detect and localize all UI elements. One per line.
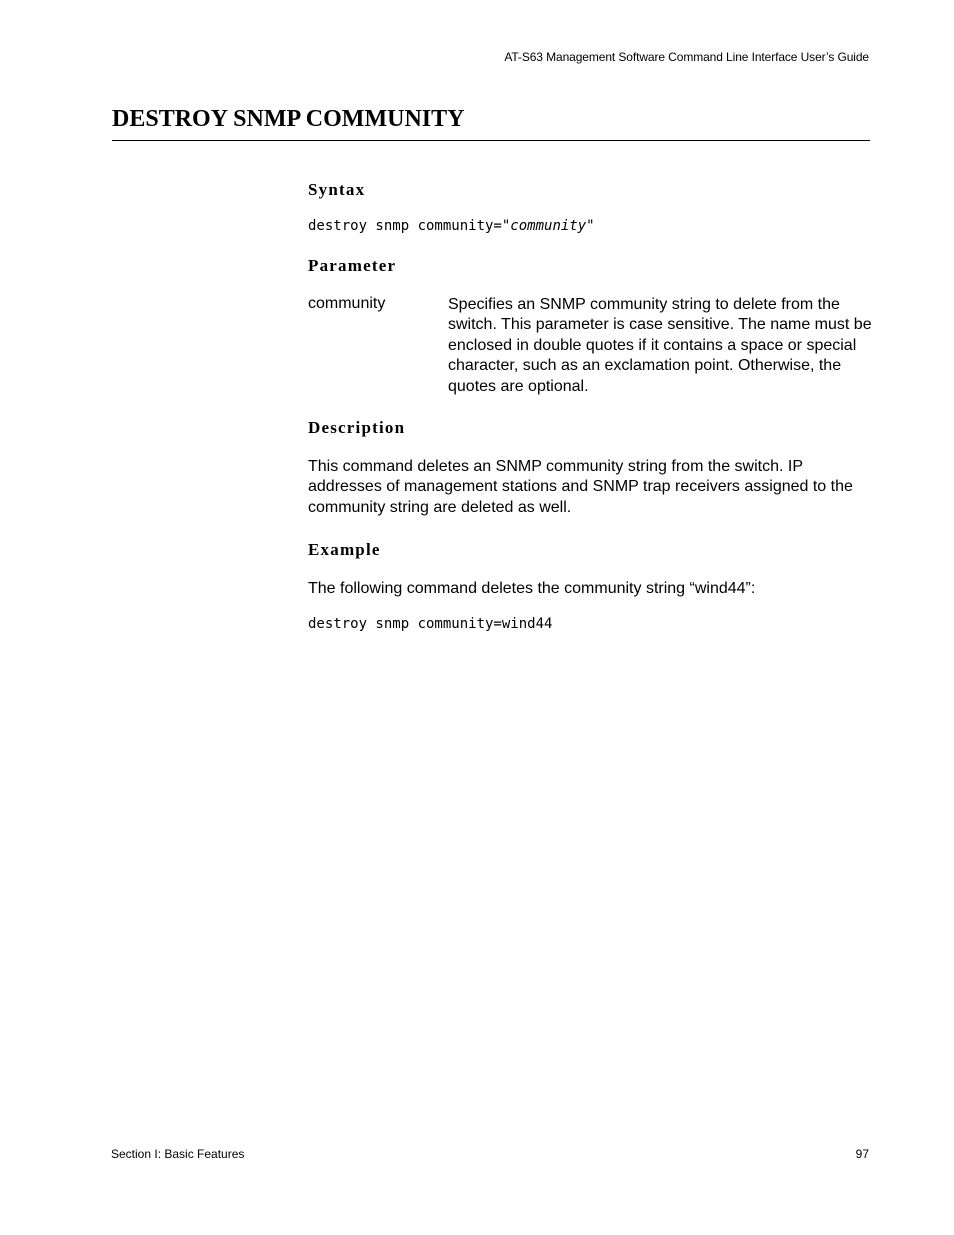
syntax-command-suffix: ": [586, 218, 595, 234]
running-header: AT-S63 Management Software Command Line Interface User’s Guide: [504, 50, 869, 64]
example-intro: The following command deletes the community string “wind44”:: [308, 580, 756, 597]
parameter-name: community: [308, 295, 386, 312]
syntax-command-prefix: destroy snmp community=": [308, 218, 511, 234]
description-text: This command deletes an SNMP community string from the switch. IP addresses of management stations and SNMP trap receivers assigned to the community string are deleted as well.: [308, 458, 853, 516]
parameter-heading: Parameter: [308, 256, 397, 275]
example-heading: Example: [308, 540, 381, 559]
syntax-command: [308, 218, 595, 234]
footer-section: Section I: Basic Features: [111, 1147, 245, 1161]
syntax-command-argument: community: [510, 218, 587, 234]
title-divider: [112, 140, 870, 141]
page-title: DESTROY SNMP COMMUNITY: [112, 106, 465, 132]
parameter-description: Specifies an SNMP community string to delete from the switch. This parameter is case sensitive. The name must be enclosed in double quotes if it contains a space or special character, such as an exclamation point. Otherwise, the quotes are optional.: [448, 296, 872, 395]
example-command: destroy snmp community=wind44: [308, 616, 553, 632]
footer-page-number: 97: [855, 1147, 869, 1161]
syntax-heading: Syntax: [308, 180, 366, 199]
description-heading: Description: [308, 418, 406, 437]
